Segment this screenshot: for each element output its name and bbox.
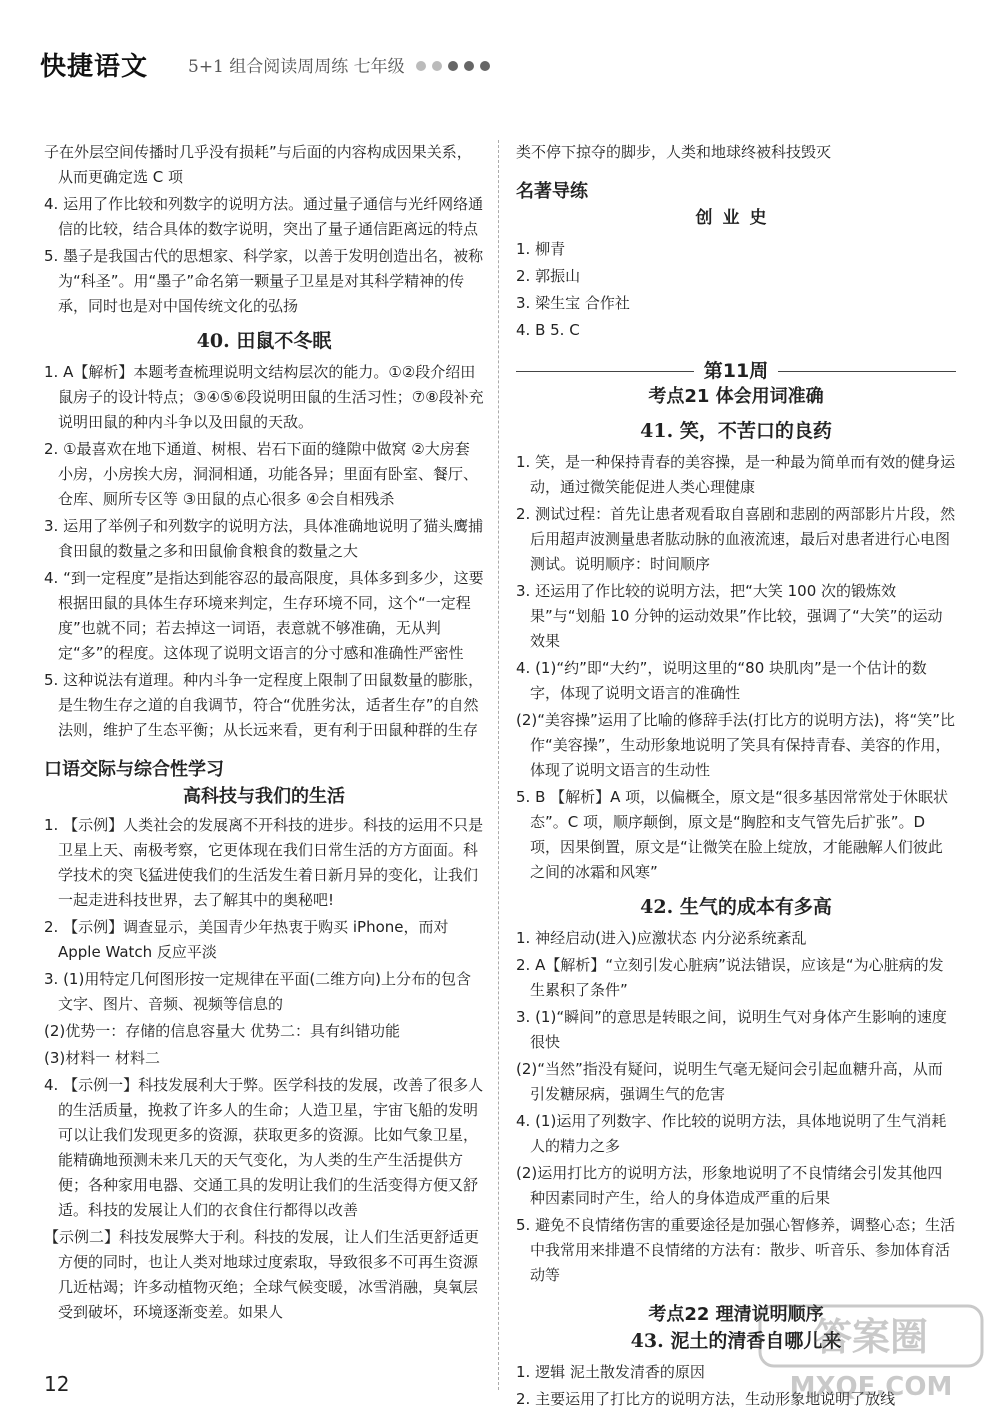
- answer-item: 4. “到一定程度”是指达到能容忍的最高限度，具体多到多少，这要根据田鼠的具体生存环境来判定，生存环境不同，这个“一定程度”也就不同；若去掉这一词语，表意就不够准确，无从判定“多”的程度。这体现了说明文语言的分寸感和准确性严密性: [44, 569, 484, 662]
- watermark-text: 答案圈: [813, 1315, 929, 1359]
- dot-icon: [416, 61, 426, 71]
- answer-item: 3. 运用了举例子和列数字的说明方法，具体准确地说明了猫头鹰捕食田鼠的数量之多和田鼠偷食粮食的数量之大: [44, 517, 484, 560]
- header-subtitle: 5+1 组合阅读周周练 七年级: [188, 57, 405, 77]
- answer-item: 3. (1)用特定几何图形按一定规律在平面(二维方向)上分布的包含文字、图片、音频、视频等信息的: [44, 970, 472, 1013]
- week-heading: [516, 359, 956, 384]
- answer-item: 4. 运用了作比较和列数字的说明方法。通过量子通信与光纤网络通信的比较，结合具体的数字说明，突出了量子通信距离远的特点: [44, 195, 484, 238]
- answer-item: 5. 避免不良情绪伤害的重要途径是加强心智修养，调整心态；生活中我常用来排遣不良情绪的方法有：散步、听音乐、参加体育活动等: [516, 1216, 956, 1284]
- answer-item: (3)材料一 材料二: [44, 1049, 161, 1067]
- page-number: 12: [44, 1372, 70, 1396]
- dot-icon: [480, 61, 490, 71]
- point-title-22: 考点22 理清说明顺序: [648, 1304, 824, 1325]
- answer-item: 3. 梁生宝 合作社: [516, 294, 630, 312]
- answer-item: 1. 【示例】人类社会的发展离不开科技的进步。科技的运用不只是卫星上天、南极考察，它更体现在我们日常生活的方方面面。科学技术的突飞猛进使我们的生活发生着日新月异的变化，让我们一起走进科技世界，去了解其中的奥秘吧!: [44, 816, 484, 909]
- answer-item: 2. 郭振山: [516, 267, 581, 285]
- answer-item: 【示例二】科技发展弊大于利。科技的发展，让人们生活更舒适更方便的同时，也让人类对地球过度索取，导致很多不可再生资源几近枯竭；许多动植物灭绝；全球气候变暖，冰雪消融，臭氧层受到破坏，环境逐渐变差。如果人: [44, 1228, 480, 1321]
- answer-item: 1. 逻辑 泥土散发清香的原因: [516, 1363, 705, 1381]
- answer-item: 5. 墨子是我国古代的思想家、科学家，以善于发明创造出名，被称为“科圣”。用“墨子”命名第一颗量子卫星是对其科学精神的传承，同时也是对中国传统文化的弘扬: [44, 247, 484, 315]
- answer-item: 3. 还运用了作比较的说明方法，把“大笑 100 次的锻炼效果”与“划船 10 分钟的运动效果”作比较，强调了“大笑”的运动效果: [516, 582, 943, 650]
- section-title-43: 43. 泥土的清香自哪儿来: [630, 1330, 842, 1352]
- decorative-dots: [416, 56, 496, 75]
- page-header: [40, 46, 980, 86]
- week-rule-right: [778, 371, 956, 372]
- answer-item: 1. 柳青: [516, 240, 566, 258]
- answer-item: 2. ①最喜欢在地下通道、树根、岩石下面的缝隙中做窝 ②大房套小房，小房挨大房，洞洞相通，功能各异；里面有卧室、餐厅、仓库、厕所专区等 ③田鼠的点心很多 ④会自相残杀: [44, 440, 479, 508]
- week-label: 第11周: [703, 360, 769, 382]
- answer-item: 5. 这种说法有道理。种内斗争一定程度上限制了田鼠数量的膨胀，是生物生存之道的自我调节，符合“优胜劣汰，适者生存”的自然法则，维护了生态平衡；从长远来看，更有利于田鼠种群的生存: [44, 671, 484, 739]
- oral-section-title: 口语交际与综合性学习: [44, 759, 224, 780]
- answer-item: 2. A【解析】“立刻引发心脏病”说法错误，应该是“为心脏病的发生累积了条件”: [516, 956, 944, 999]
- book-title: 创业史: [695, 208, 777, 228]
- answer-item: 4. 【示例一】科技发展利大于弊。医学科技的发展，改善了很多人的生活质量，挽救了许多人的生命；人造卫星，宇宙飞船的发明可以让我们发现更多的资源，获取更多的资源。比如气象卫星，能精确地预测未来几天的天气变化，为人类的生产生活提供方便；各种家用电器、交通工具的发明让我们的生活变得方便又舒适。科技的发展让人们的衣食住行都得以改善: [44, 1076, 484, 1219]
- answer-item: 1. 神经启动(进入)应激状态 内分泌系统紊乱: [516, 929, 807, 947]
- answer-item: 3. (1)“瞬间”的意思是转眼之间，说明生气对身体产生影响的速度很快: [516, 1008, 947, 1051]
- classic-section-title: 名著导练: [516, 181, 588, 202]
- brand-title: 快捷语文: [40, 52, 149, 82]
- section-title-40: 40. 田鼠不冬眠: [196, 330, 332, 352]
- section-title-42: 42. 生气的成本有多高: [640, 896, 832, 918]
- column-divider: [498, 140, 499, 1390]
- answer-item: 5. B 【解析】A 项，以偏概全，原文是“很多基因常常处于休眠状态”。C 项，顺序颠倒，原文是“胸腔和支气管先后扩张”。D 项，因果倒置，原文是“让微笑在脸上绽放，才能融解人们彼此之间的冰霜和风寒”: [516, 788, 948, 881]
- answer-item: 1. A【解析】本题考查梳理说明文结构层次的能力。①②段介绍田鼠房子的设计特点；③④⑤⑥段说明田鼠的生活习性；⑦⑧段补充说明田鼠的种内斗争以及田鼠的天敌。: [44, 363, 484, 431]
- oral-subtitle: 高科技与我们的生活: [183, 786, 345, 807]
- answer-item: (2)“美容操”运用了比喻的修辞手法(打比方的说明方法)，将“笑”比作“美容操”，生动形象地说明了笑具有保持青春、美容的作用，体现了说明文语言的生动性: [516, 711, 956, 779]
- answer-item: 2. 【示例】调查显示，美国青少年热衷于购买 iPhone，而对 Apple Watch 反应平淡: [44, 918, 449, 961]
- dot-icon: [448, 61, 458, 71]
- answer-item: (2)优势一：存储的信息容量大 优势二：具有纠错功能: [44, 1022, 401, 1040]
- answer-item: 1. 笑，是一种保持青春的美容操，是一种最为简单而有效的健身运动，通过微笑能促进人类心理健康: [516, 453, 956, 496]
- watermark-url: MXQE.COM: [789, 1372, 953, 1402]
- right-column: [516, 140, 956, 1414]
- answer-item: (2)运用打比方的说明方法，形象地说明了不良情绪会引发其他四种因素同时产生，给人的身体造成严重的后果: [516, 1164, 943, 1207]
- answer-item: 类不停下掠夺的脚步，人类和地球终被科技毁灭: [516, 143, 832, 161]
- dot-icon: [464, 61, 474, 71]
- answer-item: 4. (1)运用了列数字、作比较的说明方法，具体地说明了生气消耗人的精力之多: [516, 1112, 947, 1155]
- answer-item: 4. B 5. C: [516, 321, 580, 339]
- answer-item: 子在外层空间传播时几乎没有损耗”与后面的内容构成因果关系，从而更确定选 C 项: [44, 143, 472, 186]
- section-title-41: 41. 笑，不苦口的良药: [640, 420, 832, 442]
- point-title-21: 考点21 体会用词准确: [648, 386, 824, 407]
- dot-icon: [432, 61, 442, 71]
- answer-item: 2. 主要运用了打比方的说明方法，生动形象地说明了放线: [516, 1390, 896, 1408]
- answer-item: (2)“当然”指没有疑问，说明生气毫无疑问会引起血糖升高，从而引发糖尿病，强调生气的危害: [516, 1060, 943, 1103]
- answer-item: 2. 测试过程：首先让患者观看取自喜剧和悲剧的两部影片片段，然后用超声波测量患者肱动脉的血液流速，最后对患者进行心电图测试。说明顺序：时间顺序: [516, 505, 956, 573]
- left-column: [44, 140, 484, 1327]
- answer-item: 4. (1)“约”即“大约”，说明这里的“80 块肌肉”是一个估计的数字，体现了说明文语言的准确性: [516, 659, 927, 702]
- week-rule-left: [516, 371, 694, 372]
- watermark-logo: [756, 1300, 986, 1405]
